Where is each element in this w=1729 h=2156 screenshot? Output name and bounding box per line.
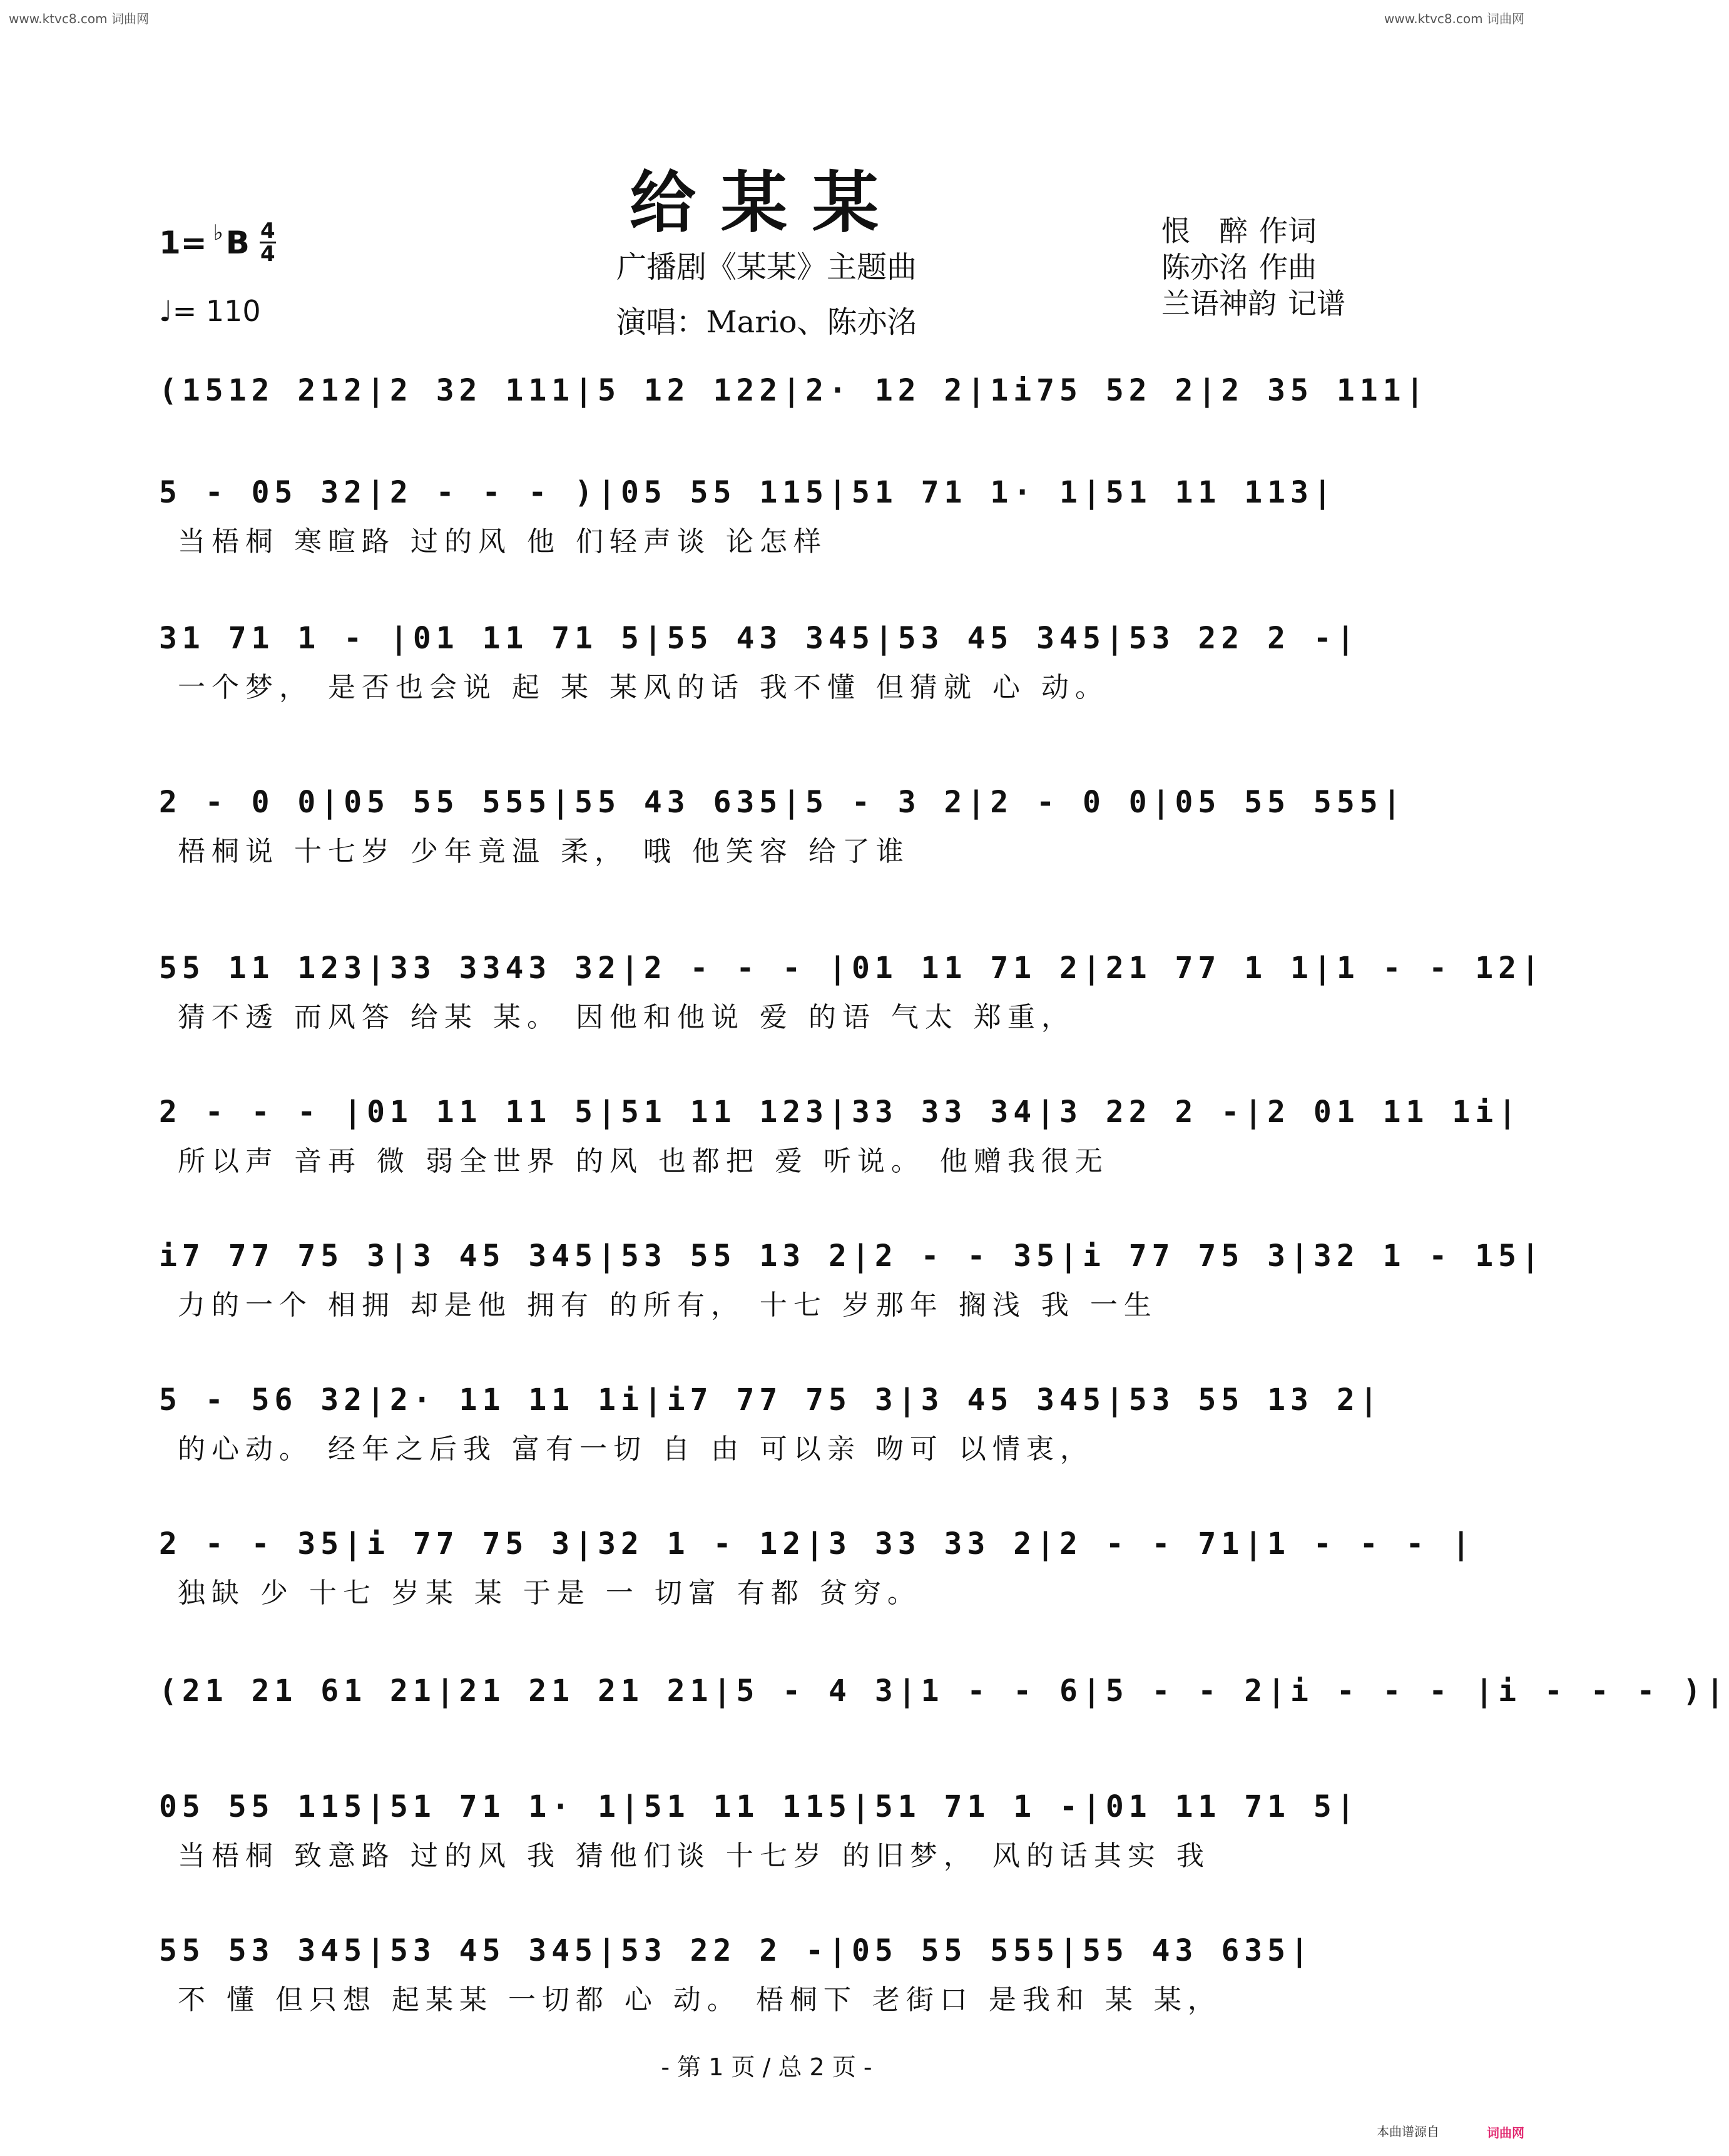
score-row xyxy=(159,1374,1383,1470)
score-row xyxy=(159,612,1377,708)
notation-line: 55 11 123|33 3343 32|2 - - - |01 11 71 2|21 77 1 1|1 - - 12| xyxy=(159,951,1544,986)
notation-line: 2 - - - |01 11 11 5|51 11 123|33 33 34|3 22 2 -|2 01 11 1i| xyxy=(159,1095,1522,1130)
notation-line: i7 77 75 3|3 45 345|53 55 13 2|2 - - 35|i 77 75 3|32 1 - 15| xyxy=(159,1239,1544,1274)
key-prefix: 1= xyxy=(159,224,207,261)
lyric-line: 独缺 少 十七 岁某 某 于是 一 切富 有都 贫穷。 xyxy=(178,1577,921,1609)
time-top: 4 xyxy=(260,218,275,243)
lyric-line xyxy=(159,1717,1377,1761)
lyric-line: 梧桐说 十七岁 少年竟温 柔， 哦 他笑容 给了谁 xyxy=(178,835,910,867)
credit-lyricist: 恨 醉 作词 xyxy=(1161,214,1317,248)
lyric-line: 不 懂 但只想 起某某 一切都 心 动。 梧桐下 老街口 是我和 某 某， xyxy=(178,1984,1222,2016)
song-title: 给某某 xyxy=(630,163,904,242)
score-row xyxy=(159,1518,1476,1614)
credit-transcriber: 兰语神韵 记谱 xyxy=(1161,287,1345,320)
source-logo[interactable]: 词曲网 xyxy=(1487,2125,1524,2140)
lyric-line: 一个梦， 是否也会说 起 某 某风的话 我不懂 但猜就 心 动。 xyxy=(178,672,1109,703)
notation-line: (21 21 61 21|21 21 21 21|5 - 4 3|1 - - 6|5 - - 2|i - - - |i - - - )| xyxy=(159,1673,1729,1709)
lyric-line: 当梧桐 寒暄路 过的风 他 们轻声谈 论怎样 xyxy=(178,526,827,558)
time-signature xyxy=(260,220,276,265)
notation-line: 2 - - 35|i 77 75 3|32 1 - 12|3 33 33 2|2 - - 71|1 - - - | xyxy=(159,1526,1476,1561)
score-row xyxy=(159,942,1544,1038)
score-row xyxy=(159,1230,1544,1326)
score-row xyxy=(159,466,1377,563)
time-bottom: 4 xyxy=(260,242,275,267)
notation-line: 05 55 115|51 71 1· 1|51 11 115|51 71 1 -|01 11 71 5| xyxy=(159,1789,1360,1824)
header-url-right[interactable]: www.ktvc8.com 词曲网 xyxy=(1384,11,1524,26)
credits xyxy=(1161,213,1345,322)
score-row xyxy=(159,1924,1377,2021)
lyric-line: 的心动。 经年之后我 富有一切 自 由 可以亲 吻可 以情衷， xyxy=(178,1433,1094,1465)
key-signature xyxy=(159,220,276,265)
song-singer: 演唱：Mario、陈亦洺 xyxy=(616,305,917,340)
tempo-value: = 110 xyxy=(172,294,261,328)
tempo-mark xyxy=(159,294,261,328)
song-subtitle: 广播剧《某某》主题曲 xyxy=(616,250,917,285)
source-label: 本曲谱源自 xyxy=(1377,2124,1439,2139)
notation-line: 2 - 0 0|05 55 555|55 43 635|5 - 3 2|2 - 0 0|05 55 555| xyxy=(159,785,1406,820)
score-row xyxy=(159,1780,1377,1877)
credit-composer: 陈亦洺 作曲 xyxy=(1161,250,1317,284)
flat-icon: ♭ xyxy=(213,220,223,245)
score-row xyxy=(159,776,1406,872)
quarter-note-icon: ♩ xyxy=(159,294,173,328)
notation-line: 5 - 05 32|2 - - - )|05 55 115|51 71 1· 1|51 11 113| xyxy=(159,475,1337,510)
lyric-line: 猜不透 而风答 给某 某。 因他和他说 爱 的语 气太 郑重， xyxy=(178,1001,1075,1033)
lyric-line: 当梧桐 致意路 过的风 我 猜他们谈 十七岁 的旧梦， 风的话其实 我 xyxy=(178,1840,1210,1872)
notation-line: 31 71 1 - |01 11 71 5|55 43 345|53 45 345|53 22 2 -| xyxy=(159,621,1360,656)
lyric-line xyxy=(159,417,1377,461)
header-url-left[interactable]: www.ktvc8.com 词曲网 xyxy=(9,11,150,26)
page-footer: - 第 1 页 / 总 2 页 - xyxy=(661,2053,872,2081)
score-row xyxy=(159,1665,1729,1761)
key-note: B xyxy=(225,224,250,261)
lyric-line: 力的一个 相拥 却是他 拥有 的所有， 十七 岁那年 搁浅 我 一生 xyxy=(178,1289,1158,1321)
notation-line: 5 - 56 32|2· 11 11 1i|i7 77 75 3|3 45 345|53 55 13 2| xyxy=(159,1382,1383,1418)
lyric-line: 所以声 音再 微 弱全世界 的风 也都把 爱 听说。 他赠我很无 xyxy=(178,1145,1109,1177)
notation-line: 55 53 345|53 45 345|53 22 2 -|05 55 555|55 43 635| xyxy=(159,1933,1313,1968)
score-row xyxy=(159,364,1429,461)
notation-line: (1512 212|2 32 111|5 12 122|2· 12 2|1i75 52 2|2 35 111| xyxy=(159,373,1429,408)
score-row xyxy=(159,1086,1522,1182)
